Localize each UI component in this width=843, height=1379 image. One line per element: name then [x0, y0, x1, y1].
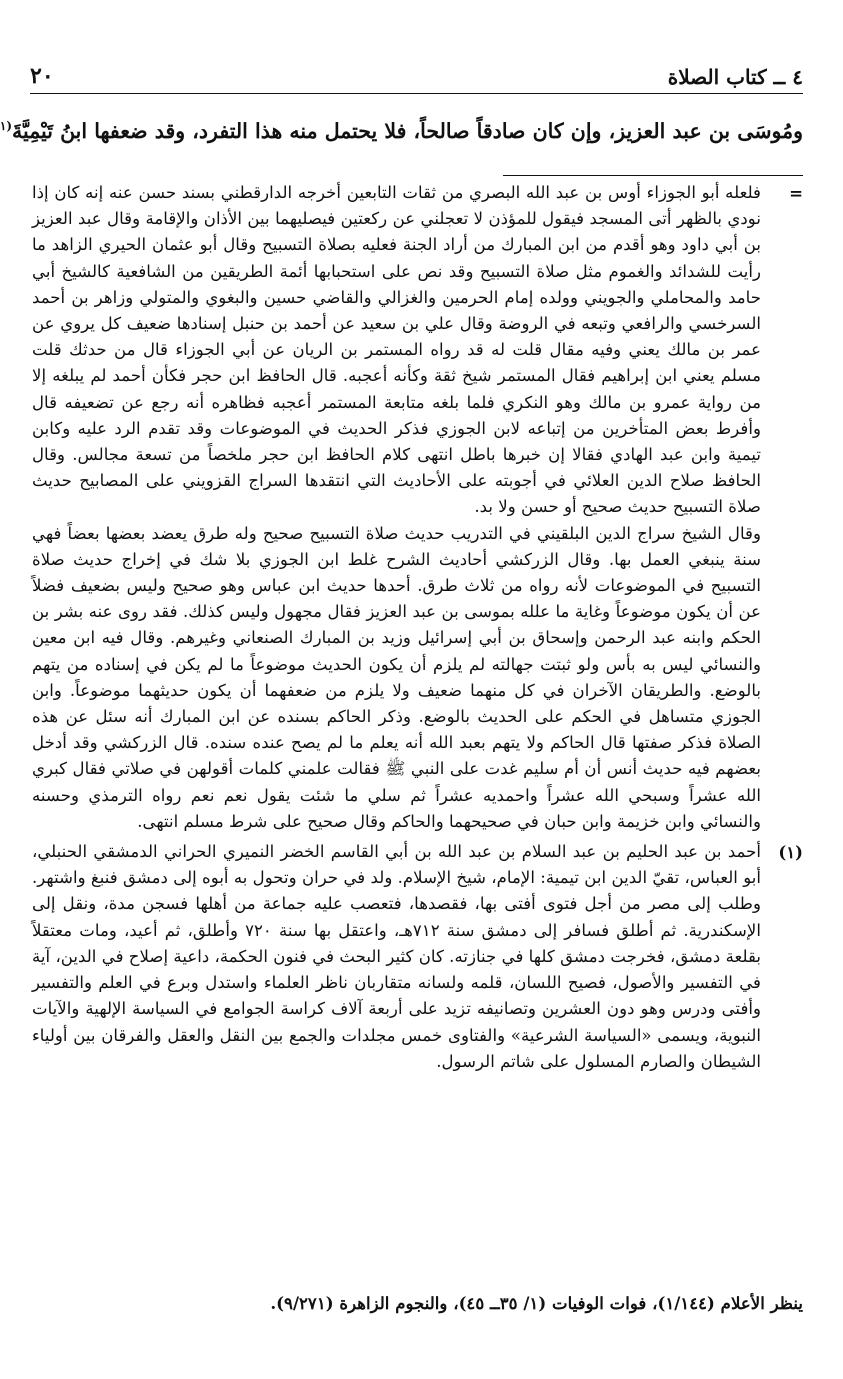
footnotes — [32, 180, 803, 1075]
main-text-body: ومُوسَى بن عبد العزيز، وإن كان صادقاً صالحاً، فلا يحتمل منه هذا التفرد، وقد ضعفها ابنُ تَيْمِيَّةَ — [12, 118, 803, 143]
footnote-biography: أحمد بن عبد الحليم بن عبد السلام بن عبد الله بن أبي القاسم الخضر النميري الحراني الدمشقي الحنبلي، أبو العباس، تقيّ الدين ابن تيمية: الإمام، شيخ الإسلام. ولد في حران وتحول به أبوه إلى دمشق فنبغ واشتهر. وطلب إلى مصر من أجل فتوى أفتى بها، فقصدها، فتعصب عليه جماعة من أهلها فسجن مدة، ونقل إلى الإسكندرية. ثم أطلق فسافر إلى دمشق سنة ٧١٢هـ، واعتقل بها سنة ٧٢٠ وأطلق، ثم أعيد، ومات معتقلاً بقلعة دمشق، فخرجت دمشق كلها في جنازته. كان كثير البحث في فنون الحكمة، داعية إصلاح في الدين، آية في التفسير والأصول، فصيح اللسان، قلمه ولسانه متقاربان ناظر العلماء واستدل وبرع في العلم والتفسير وأفتى ودرس وهو دون العشرين وتصانيفه تزيد على أربعة آلاف كراسة الجوامع في السياسة الإلهية والآيات النبوية، ويسمى «السياسة الشرعية» والفتاوى خمس مجلدات والجمع بين النقل والعقل والفرقان بين أولياء الشيطان والصارم المسلول على شاتم الرسول. — [32, 842, 761, 1071]
note-paragraph: وقال الشيخ سراج الدين البلقيني في التدريب حديث صلاة التسبيح صحيح وله طرق يعضد بعضها بعضاً فهي سنة ينبغي العمل بها. وقال الزركشي أحاديث الشرح غلط ابن الجوزي بلا شك في إخراج حديث صلاة التسبيح في الموضوعات لأنه رواه من ثلاث طرق. أحدها حديث ابن عباس وهو صحيح وليس بضعيف فضلاً عن أن يكون موضوعاً وغاية ما علله بموسى بن عبد العزيز فقال مجهول وليس كذلك. فقد روى عنه بشر بن الحكم وابنه عبد الرحمن وإسحاق بن أبي إسرائيل وزيد بن المبارك الصنعاني وغيرهم. وقال فيه ابن معين والنسائي ليس به بأس ولو ثبتت جهالته لم يلزم أن يكون الحديث موضوعاً ما لم يكن في إسناده من يتهم بالوضع. والطريقان الآخران في كل منهما ضعيف ولا يلزم من ضعفهما أن يكون حديثهما موضوعاً. وابن الجوزي متساهل في الحكم على الحديث بالوضع. وذكر الحاكم بسنده عن ابن المبارك أنه سئل عن هذه الصلاة فذكر صفتها قال الحاكم ولا يتهم بعبد الله أنه يعلم ما لم يصح عنده سنده. قال الزركشي وقد أدخل بعضهم فيه حديث أنس أن أم سليم غدت على النبي ﷺ فقالت علمني كلمات أقولهن في صلاتي فقال كبري الله عشراً وسبحي الله عشراً واحمديه عشراً ثم سلي ما شئت يقول نعم نعم رواه الترمذي وحسنه والنسائي وابن خزيمة وابن حبان في صحيحهما والحاكم وقال صحيح على شرط مسلم انتهى. — [32, 523, 761, 831]
footnote-separator — [503, 175, 803, 176]
continuation-marker: = — [789, 183, 803, 203]
footnote-1 — [32, 839, 803, 1075]
references-line: ينظر الأعلام (١/١٤٤)، فوات الوفيات (١/ ٣٥ــ ٤٥)، والنجوم الزاهرة (٩/٢٧١). — [270, 1293, 803, 1313]
note-paragraph: فلعله أبو الجوزاء أوس بن عبد الله البصري من ثقات التابعين أخرجه الدارقطني بسند حسن عنه إنه كان إذا نودي بالظهر أتى المسجد فيقول للمؤذن لا تعجلني عن ركعتين فيصليهما بين الأذان والإقامة وقال عبد العزيز بن أبي داود وهو أقدم من ابن المبارك من أراد الجنة فعليه بصلاة التسبيح وقال أبو عثمان الحيري الزاهد ما رأيت للشدائد والغموم مثل صلاة التسبيح وقد نص على استحبابها أئمة الطريقين من الشافعية كالشيخ أبي حامد والمحاملي والجويني وولده إمام الحرمين والغزالي والقاضي حسين والبغوي والمتولي وزاهر بن أحمد السرخسي والرافعي وتبعه في الروضة وقال علي بن سعيد عن أحمد بن حنبل إسنادها ضعيف كل يروي عن عمر بن مالك يعني وفيه مقال قلت له قد رواه المستمر بن الريان عن أبي الجوزاء قال من حدثك قلت مسلم يعني ابن إبراهيم فقال المستمر شيخ ثقة وكأنه أعجبه. قال الحافظ ابن حجر فكأن أحمد لم يبلغه إلا من رواية عمرو بن مالك وهو النكري فلما بلغه متابعة المستمر أعجبه فظاهره أنه رجع عن تضعيفه قال وأفرط بعض المتأخرين من إتباعه لابن الجوزي فذكر الحديث في الموضوعات وقد تقدم الرد عليه وكابن تيمية وابن عبد الهادي فقالا إن خبرها باطل انتهى كلام الحافظ ابن حجر ملخصاً من تسعة مجالس. وقال الحافظ صلاح الدين العلائي في أجوبته على الأحاديث التي انتقدها السراج القزويني على المصابيح حديث صلاة التسبيح حديث صحيح أو حسن ولا بد. — [32, 183, 761, 517]
running-title: ٤ ــ كتاب الصلاة — [667, 65, 803, 89]
footnote-marker: (١) — [778, 842, 803, 863]
page-header — [30, 60, 803, 94]
footnote-reference[interactable]: (١ — [0, 119, 13, 133]
page-number: ٢٠ — [30, 63, 54, 89]
continued-note — [32, 180, 803, 521]
continued-note-second — [32, 521, 803, 835]
main-text — [0, 110, 803, 147]
